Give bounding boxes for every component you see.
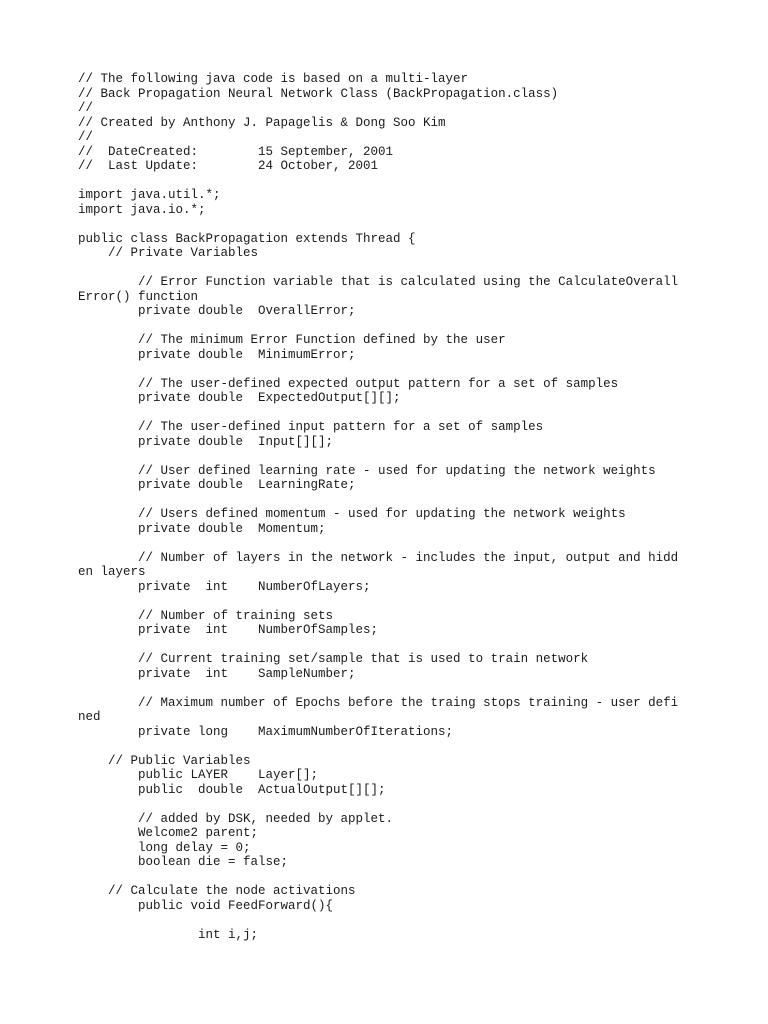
code-line: // Number of layers in the network - includes the input, output and hidd (78, 550, 679, 565)
code-line: ned (78, 710, 101, 724)
code-line (78, 406, 758, 421)
code-line (78, 681, 758, 696)
code-line: import java.util.*; (78, 188, 221, 202)
code-line (78, 594, 758, 609)
code-line: // Maximum number of Epochs before the traing stops training - user defi (78, 695, 679, 710)
code-line: // (78, 101, 94, 115)
code-line: // Back Propagation Neural Network Class (BackPropagation.class) (78, 86, 559, 101)
code-line: // Calculate the node activations (78, 884, 356, 898)
code-line: private double LearningRate; (78, 478, 356, 492)
code-line: // The user-defined input pattern for a set of samples (78, 420, 544, 434)
code-line: long delay = 0; (78, 840, 251, 855)
code-line: // Current training set/sample that is used to train network (78, 652, 589, 666)
code-line: // The following java code is based on a multi-layer (78, 72, 469, 86)
code-listing (78, 72, 758, 942)
code-line: // (78, 130, 94, 144)
code-line: private double Momentum; (78, 521, 326, 536)
code-line: private int SampleNumber; (78, 666, 356, 681)
code-line: Welcome2 parent; (78, 826, 259, 840)
code-line (78, 449, 758, 464)
code-line: // Last Update: 24 October, 2001 (78, 159, 379, 173)
code-line: public double ActualOutput[][]; (78, 782, 386, 797)
code-line: public class BackPropagation extends Thread { (78, 231, 416, 246)
code-line: public void FeedForward(){ (78, 898, 334, 913)
code-line: boolean die = false; (78, 855, 289, 869)
code-line: Error() function (78, 289, 199, 304)
code-line: // Created by Anthony J. Papagelis & Dong Soo Kim (78, 115, 446, 130)
code-line (78, 362, 758, 377)
code-line: int i,j; (78, 927, 259, 942)
code-line (78, 493, 758, 508)
code-line: private double Input[][]; (78, 434, 334, 449)
code-line: private double MinimumError; (78, 347, 356, 362)
code-line: // DateCreated: 15 September, 2001 (78, 144, 394, 159)
code-line: public LAYER Layer[]; (78, 768, 319, 782)
code-line: // Error Function variable that is calculated using the CalculateOverall (78, 275, 679, 289)
code-line (78, 536, 758, 551)
code-line (78, 870, 758, 885)
code-line (78, 739, 758, 754)
code-line (78, 638, 758, 653)
code-line: private double OverallError; (78, 304, 356, 318)
code-line: private int NumberOfSamples; (78, 623, 379, 637)
code-line: private int NumberOfLayers; (78, 579, 371, 594)
code-line: // User defined learning rate - used for updating the network weights (78, 463, 656, 478)
code-line (78, 797, 758, 812)
code-line: private double ExpectedOutput[][]; (78, 391, 401, 405)
code-line (78, 261, 758, 276)
code-line: en layers (78, 565, 146, 579)
code-line (78, 174, 758, 189)
code-line: // Number of training sets (78, 608, 334, 623)
code-line: // The minimum Error Function defined by the user (78, 333, 506, 347)
code-line: // Private Variables (78, 246, 259, 260)
code-line: // The user-defined expected output pattern for a set of samples (78, 376, 619, 391)
code-line: // Users defined momentum - used for updating the network weights (78, 507, 626, 521)
code-line: // added by DSK, needed by applet. (78, 811, 394, 826)
code-line: private long MaximumNumberOfIterations; (78, 724, 454, 739)
code-line: import java.io.*; (78, 202, 206, 217)
code-line: // Public Variables (78, 753, 251, 768)
code-line (78, 913, 758, 928)
code-line (78, 217, 758, 232)
code-line (78, 319, 758, 334)
